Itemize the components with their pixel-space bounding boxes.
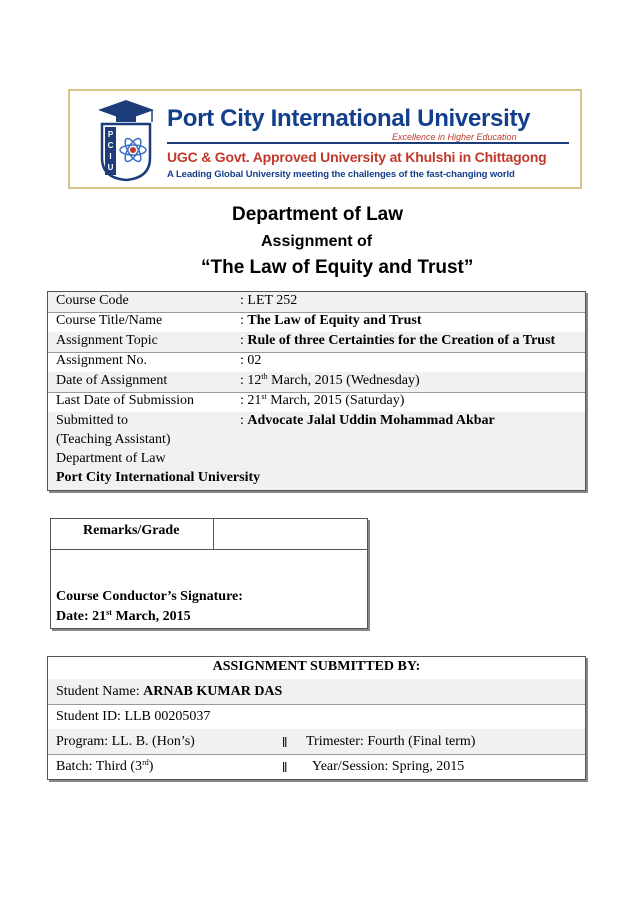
submitted-by-header-row bbox=[48, 657, 585, 680]
banner-divider bbox=[167, 142, 569, 144]
student-name bbox=[56, 684, 282, 700]
row-date-of-assignment bbox=[48, 372, 585, 393]
last-date-value: : 21st March, 2015 (Saturday) bbox=[240, 392, 405, 408]
logo-letter-i: I bbox=[109, 152, 112, 161]
student-name-value: ARNAB KUMAR DAS bbox=[143, 684, 283, 699]
row-course-code bbox=[48, 292, 585, 313]
university-tagline: Excellence in Higher Education bbox=[392, 132, 517, 142]
submitted-by-table bbox=[47, 656, 586, 780]
last-date-label: Last Date of Submission bbox=[56, 393, 195, 408]
assignment-no-value: : 02 bbox=[240, 353, 262, 368]
batch-separator: ǁ bbox=[282, 760, 288, 773]
date-of-assignment-label: Date of Assignment bbox=[56, 373, 168, 388]
grade-value-cell bbox=[214, 519, 367, 550]
student-id: Student ID: LLB 00205037 bbox=[56, 709, 211, 724]
topic-prefix: : bbox=[240, 333, 248, 348]
assignment-of-heading: Assignment of bbox=[261, 233, 373, 250]
date-of-assignment-value: : 12th March, 2015 (Wednesday) bbox=[240, 372, 420, 388]
student-name-label: Student Name: bbox=[56, 684, 144, 699]
row-topic bbox=[48, 332, 585, 353]
row-assignment-no bbox=[48, 352, 585, 373]
remarks-label-cell bbox=[51, 519, 214, 550]
submitted-to-value: Advocate Jalal Uddin Mohammad Akbar bbox=[247, 413, 495, 428]
university-line: Port City International University bbox=[56, 470, 261, 485]
course-title-heading: “The Law of Equity and Trust” bbox=[201, 257, 474, 278]
submitted-to-prefix: : bbox=[240, 413, 248, 428]
assignment-info-table bbox=[47, 291, 586, 491]
course-code-label: Course Code bbox=[56, 293, 129, 308]
course-title-label: Course Title/Name bbox=[56, 313, 163, 328]
course-title-value: The Law of Equity and Trust bbox=[247, 313, 422, 328]
course-code-value: : LET 252 bbox=[240, 293, 298, 308]
university-logo bbox=[96, 98, 156, 182]
student-name-row bbox=[48, 679, 585, 705]
conductor-signature-label: Course Conductor’s Signature: bbox=[56, 589, 243, 604]
topic-label: Assignment Topic bbox=[56, 333, 158, 348]
course-title-prefix: : bbox=[240, 313, 248, 328]
topic-value: Rule of three Certainties for the Creation of a Trust bbox=[247, 333, 556, 348]
submitted-to-value-wrap bbox=[240, 413, 495, 429]
program-separator: ǁ bbox=[282, 735, 288, 748]
submitted-by-heading: ASSIGNMENT SUBMITTED BY: bbox=[212, 659, 421, 674]
department-line: Department of Law bbox=[56, 451, 166, 466]
batch: Batch: Third (3rd) bbox=[56, 758, 154, 774]
year-session: Year/Session: Spring, 2015 bbox=[312, 759, 465, 774]
logo-letter-u: U bbox=[107, 163, 114, 172]
course-title-value-wrap bbox=[240, 313, 422, 329]
row-course-title bbox=[48, 312, 585, 333]
remarks-grade-label: Remarks/Grade bbox=[83, 523, 180, 538]
logo-letter-c: C bbox=[107, 141, 114, 150]
department-heading: Department of Law bbox=[232, 204, 404, 225]
university-banner bbox=[68, 89, 582, 189]
program-row bbox=[48, 729, 585, 755]
remarks-date: Date: 21st March, 2015 bbox=[56, 608, 191, 624]
batch-row bbox=[48, 754, 585, 779]
student-id-row bbox=[48, 704, 585, 730]
approval-line: UGC & Govt. Approved University at Khulshi in Chittagong bbox=[167, 149, 547, 165]
trimester: Trimester: Fourth (Final term) bbox=[306, 734, 476, 749]
logo-letter-p: P bbox=[107, 130, 114, 139]
teaching-assistant-line: (Teaching Assistant) bbox=[56, 432, 171, 447]
leading-line: A Leading Global University meeting the challenges of the fast-changing world bbox=[167, 169, 515, 180]
assignment-no-label: Assignment No. bbox=[56, 353, 147, 368]
row-last-date bbox=[48, 392, 585, 413]
university-name: Port City International University bbox=[167, 105, 531, 132]
program: Program: LL. B. (Hon’s) bbox=[56, 734, 195, 749]
submitted-to-label: Submitted to bbox=[56, 413, 128, 428]
row-submitted-to bbox=[48, 412, 585, 490]
topic-value-wrap bbox=[240, 333, 555, 349]
remarks-grade-box bbox=[50, 518, 368, 629]
